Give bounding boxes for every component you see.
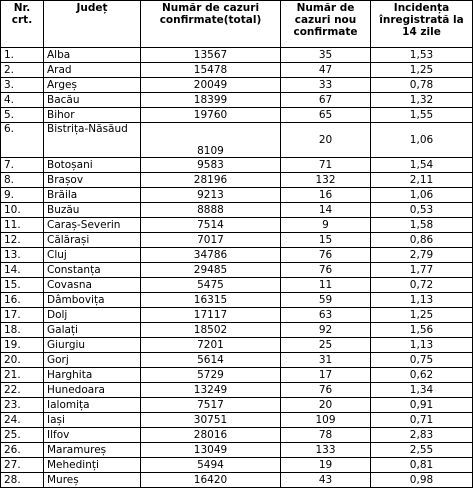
- cell-judet: Călărași: [44, 233, 141, 248]
- cell-incidence: 0,75: [371, 353, 473, 368]
- cell-total: 9583: [141, 158, 281, 173]
- cell-new: 59: [281, 293, 371, 308]
- cell-judet: Alba: [44, 48, 141, 63]
- cell-total: 9213: [141, 188, 281, 203]
- cell-incidence: 1,56: [371, 323, 473, 338]
- header-nr: Nr. crt.: [1, 1, 44, 48]
- cell-incidence: 0,62: [371, 368, 473, 383]
- header-new: Număr de cazuri nou confirmate: [281, 1, 371, 48]
- cell-incidence: 1,13: [371, 293, 473, 308]
- cell-new: 25: [281, 338, 371, 353]
- cell-nr: 10.: [1, 203, 44, 218]
- table-row: [1, 93, 473, 108]
- cell-judet: Arad: [44, 63, 141, 78]
- cell-incidence: 1,77: [371, 263, 473, 278]
- cell-incidence: 1,55: [371, 108, 473, 123]
- cell-total: 5729: [141, 368, 281, 383]
- cell-new: 109: [281, 413, 371, 428]
- cell-judet: Ialomița: [44, 398, 141, 413]
- table-row: [1, 458, 473, 473]
- cell-nr: 15.: [1, 278, 44, 293]
- table-row: [1, 338, 473, 353]
- cell-total: 7017: [141, 233, 281, 248]
- cell-incidence: 0,71: [371, 413, 473, 428]
- cell-new: 67: [281, 93, 371, 108]
- cell-incidence: 0,81: [371, 458, 473, 473]
- cell-judet: Brașov: [44, 173, 141, 188]
- cell-total: 8109: [141, 123, 281, 158]
- table-body: [1, 48, 473, 488]
- cell-new: 76: [281, 263, 371, 278]
- cell-new: 47: [281, 63, 371, 78]
- cell-nr: 16.: [1, 293, 44, 308]
- header-total: Număr de cazuri confirmate(total): [141, 1, 281, 48]
- cell-new: 76: [281, 383, 371, 398]
- cell-judet: Dolj: [44, 308, 141, 323]
- cell-incidence: 2,83: [371, 428, 473, 443]
- table-row: [1, 473, 473, 488]
- cell-total: 19760: [141, 108, 281, 123]
- cell-new: 132: [281, 173, 371, 188]
- cell-judet: Mehedinți: [44, 458, 141, 473]
- cell-new: 17: [281, 368, 371, 383]
- cell-total: 7201: [141, 338, 281, 353]
- cell-judet: Buzău: [44, 203, 141, 218]
- table-row: [1, 278, 473, 293]
- cell-judet: Bihor: [44, 108, 141, 123]
- cell-nr: 1.: [1, 48, 44, 63]
- cell-incidence: 0,91: [371, 398, 473, 413]
- cell-judet: Maramureș: [44, 443, 141, 458]
- cell-nr: 3.: [1, 78, 44, 93]
- cell-incidence: 1,34: [371, 383, 473, 398]
- table-row: [1, 48, 473, 63]
- table-row: [1, 368, 473, 383]
- table-row: [1, 63, 473, 78]
- cell-nr: 4.: [1, 93, 44, 108]
- cell-judet: Galați: [44, 323, 141, 338]
- table-row: [1, 233, 473, 248]
- cell-total: 15478: [141, 63, 281, 78]
- cell-judet: Bacău: [44, 93, 141, 108]
- table-row: [1, 108, 473, 123]
- cell-total: 30751: [141, 413, 281, 428]
- table-row: [1, 158, 473, 173]
- cell-nr: 7.: [1, 158, 44, 173]
- cell-total: 7517: [141, 398, 281, 413]
- cell-judet: Covasna: [44, 278, 141, 293]
- header-judet: Județ: [44, 1, 141, 48]
- cell-new: 31: [281, 353, 371, 368]
- cell-nr: 23.: [1, 398, 44, 413]
- cell-total: 5494: [141, 458, 281, 473]
- table-header: [1, 1, 473, 48]
- cell-judet: Constanța: [44, 263, 141, 278]
- cell-nr: 8.: [1, 173, 44, 188]
- cell-judet: Ilfov: [44, 428, 141, 443]
- cell-total: 28016: [141, 428, 281, 443]
- cell-nr: 18.: [1, 323, 44, 338]
- cell-new: 11: [281, 278, 371, 293]
- cell-new: 16: [281, 188, 371, 203]
- cell-incidence: 0,86: [371, 233, 473, 248]
- table-row: [1, 188, 473, 203]
- table-row: [1, 123, 473, 158]
- cell-nr: 9.: [1, 188, 44, 203]
- cell-new: 19: [281, 458, 371, 473]
- cell-nr: 22.: [1, 383, 44, 398]
- cell-incidence: 1,53: [371, 48, 473, 63]
- cell-incidence: 1,58: [371, 218, 473, 233]
- cell-incidence: 1,25: [371, 308, 473, 323]
- cell-total: 13567: [141, 48, 281, 63]
- cell-judet: Iași: [44, 413, 141, 428]
- cell-new: 43: [281, 473, 371, 488]
- cell-nr: 2.: [1, 63, 44, 78]
- cell-judet: Dâmbovița: [44, 293, 141, 308]
- cell-incidence: 0,98: [371, 473, 473, 488]
- cell-new: 92: [281, 323, 371, 338]
- cell-nr: 27.: [1, 458, 44, 473]
- cell-incidence: 0,53: [371, 203, 473, 218]
- cell-total: 7514: [141, 218, 281, 233]
- cell-judet: Botoșani: [44, 158, 141, 173]
- cell-judet: Cluj: [44, 248, 141, 263]
- cell-judet: Mureș: [44, 473, 141, 488]
- cell-nr: 24.: [1, 413, 44, 428]
- cell-new: 71: [281, 158, 371, 173]
- cell-nr: 6.: [1, 123, 44, 158]
- cell-total: 20049: [141, 78, 281, 93]
- cell-incidence: 1,25: [371, 63, 473, 78]
- table-row: [1, 443, 473, 458]
- table-row: [1, 173, 473, 188]
- table-row: [1, 293, 473, 308]
- cell-incidence: 0,72: [371, 278, 473, 293]
- cell-total: 5614: [141, 353, 281, 368]
- cell-new: 14: [281, 203, 371, 218]
- cell-incidence: 1,13: [371, 338, 473, 353]
- header-row: [1, 1, 473, 48]
- table-row: [1, 353, 473, 368]
- cell-incidence: 0,78: [371, 78, 473, 93]
- cell-nr: 21.: [1, 368, 44, 383]
- header-incidence: Incidența înregistrată la 14 zile: [371, 1, 473, 48]
- cell-total: 18502: [141, 323, 281, 338]
- cell-incidence: 1,54: [371, 158, 473, 173]
- cell-judet: Bistrița-Năsăud: [44, 123, 141, 158]
- cell-new: 78: [281, 428, 371, 443]
- table-row: [1, 203, 473, 218]
- cell-new: 9: [281, 218, 371, 233]
- table-row: [1, 413, 473, 428]
- cell-new: 20: [281, 398, 371, 413]
- cell-new: 63: [281, 308, 371, 323]
- table-row: [1, 323, 473, 338]
- cell-total: 16420: [141, 473, 281, 488]
- table-row: [1, 78, 473, 93]
- cell-incidence: 1,32: [371, 93, 473, 108]
- cell-new: 35: [281, 48, 371, 63]
- table-row: [1, 428, 473, 443]
- cell-nr: 19.: [1, 338, 44, 353]
- cell-total: 29485: [141, 263, 281, 278]
- table-row: [1, 383, 473, 398]
- table-row: [1, 308, 473, 323]
- cell-judet: Gorj: [44, 353, 141, 368]
- cell-total: 8888: [141, 203, 281, 218]
- cell-nr: 14.: [1, 263, 44, 278]
- cell-new: 133: [281, 443, 371, 458]
- cell-nr: 28.: [1, 473, 44, 488]
- cell-judet: Brăila: [44, 188, 141, 203]
- cell-incidence: 1,06: [371, 188, 473, 203]
- cell-nr: 12.: [1, 233, 44, 248]
- cell-incidence: 2,11: [371, 173, 473, 188]
- cell-nr: 17.: [1, 308, 44, 323]
- cell-nr: 13.: [1, 248, 44, 263]
- cell-judet: Giurgiu: [44, 338, 141, 353]
- cell-judet: Caraș-Severin: [44, 218, 141, 233]
- cell-total: 5475: [141, 278, 281, 293]
- cell-incidence: 1,06: [371, 123, 473, 158]
- cell-new: 15: [281, 233, 371, 248]
- cell-nr: 5.: [1, 108, 44, 123]
- table-row: [1, 218, 473, 233]
- cell-total: 16315: [141, 293, 281, 308]
- cell-new: 20: [281, 123, 371, 158]
- table-row: [1, 398, 473, 413]
- cell-nr: 20.: [1, 353, 44, 368]
- cell-judet: Hunedoara: [44, 383, 141, 398]
- cell-new: 33: [281, 78, 371, 93]
- cell-total: 28196: [141, 173, 281, 188]
- cell-total: 13049: [141, 443, 281, 458]
- cell-nr: 11.: [1, 218, 44, 233]
- cell-new: 76: [281, 248, 371, 263]
- cell-nr: 25.: [1, 428, 44, 443]
- cell-nr: 26.: [1, 443, 44, 458]
- cell-judet: Argeș: [44, 78, 141, 93]
- cell-total: 13249: [141, 383, 281, 398]
- table-row: [1, 263, 473, 278]
- cell-total: 18399: [141, 93, 281, 108]
- cell-incidence: 2,79: [371, 248, 473, 263]
- cell-total: 34786: [141, 248, 281, 263]
- cell-incidence: 2,55: [371, 443, 473, 458]
- table-row: [1, 248, 473, 263]
- cell-judet: Harghita: [44, 368, 141, 383]
- cell-new: 65: [281, 108, 371, 123]
- cell-total: 17117: [141, 308, 281, 323]
